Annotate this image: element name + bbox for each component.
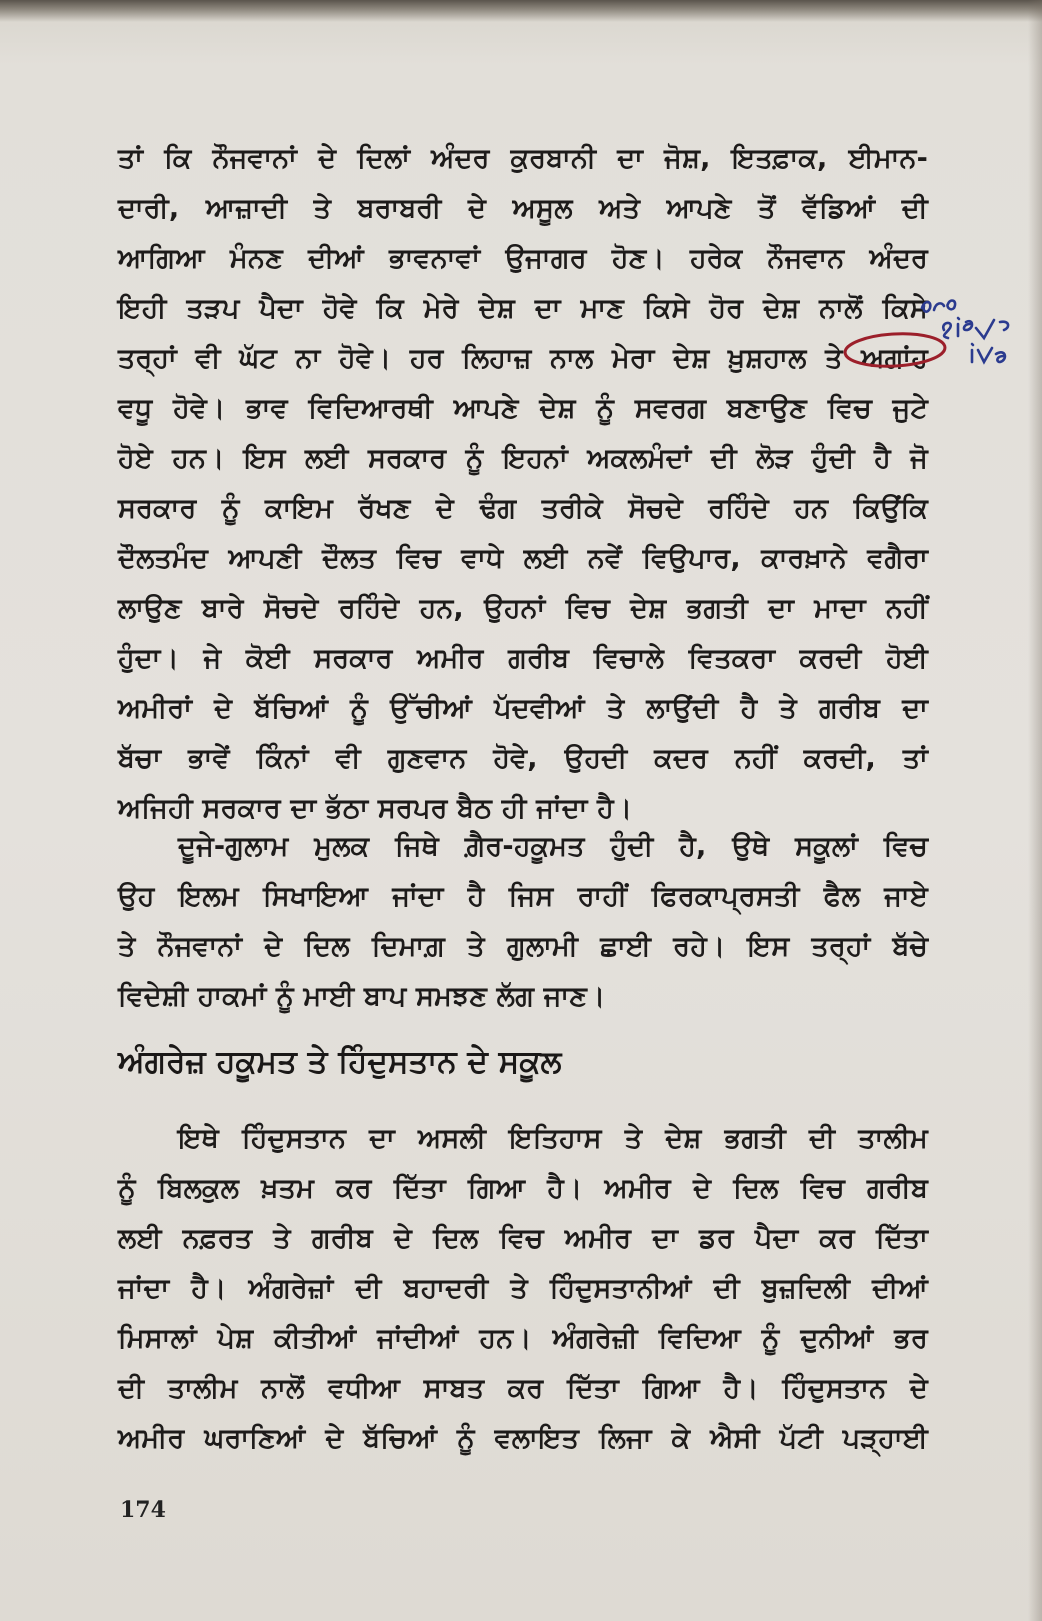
page-number: 174 — [120, 1497, 166, 1523]
text-line: ਦੌਲਤਮੰਦ ਆਪਣੀ ਦੌਲਤ ਵਿਚ ਵਾਧੇ ਲਈ ਨਵੇਂ ਵਿਉਪਾਰ, ਕਾਰਖ਼ਾਨੇ ਵਗੈਰਾ — [118, 543, 928, 574]
text-line: ਵਿਦੇਸ਼ੀ ਹਾਕਮਾਂ ਨੂੰ ਮਾਈ ਬਾਪ ਸਮਝਣ ਲੱਗ ਜਾਣ। — [118, 981, 606, 1012]
text-line: ਹੋਏ ਹਨ। ਇਸ ਲਈ ਸਰਕਾਰ ਨੂੰ ਇਹਨਾਂ ਅਕਲਮੰਦਾਂ ਦੀ ਲੋੜ ਹੁੰਦੀ ਹੈ ਜੋ — [118, 443, 928, 474]
text-line: ਦੀ ਤਾਲੀਮ ਨਾਲੋਂ ਵਧੀਆ ਸਾਬਤ ਕਰ ਦਿੱਤਾ ਗਿਆ ਹੈ। ਹਿੰਦੁਸਤਾਨ ਦੇ — [118, 1373, 928, 1404]
text-line: ਬੱਚਾ ਭਾਵੇਂ ਕਿੰਨਾਂ ਵੀ ਗੁਣਵਾਨ ਹੋਵੇ, ਉਹਦੀ ਕਦਰ ਨਹੀਂ ਕਰਦੀ, ਤਾਂ — [118, 743, 928, 774]
text-line: ਅਜਿਹੀ ਸਰਕਾਰ ਦਾ ਭੱਠਾ ਸਰਪਰ ਬੈਠ ਹੀ ਜਾਂਦਾ ਹੈ। — [118, 793, 633, 824]
text-line: ਵਧੂ ਹੋਵੇ। ਭਾਵ ਵਿਦਿਆਰਥੀ ਆਪਣੇ ਦੇਸ਼ ਨੂੰ ਸਵਰਗ ਬਣਾਉਣ ਵਿਚ ਜੁਟੇ — [118, 393, 928, 424]
text-line: ਜਾਂਦਾ ਹੈ। ਅੰਗਰੇਜ਼ਾਂ ਦੀ ਬਹਾਦਰੀ ਤੇ ਹਿੰਦੁਸਤਾਨੀਆਂ ਦੀ ਬੁਜ਼ਦਿਲੀ ਦੀਆਂ — [118, 1273, 928, 1304]
text-line: ਹੁੰਦਾ। ਜੇ ਕੋਈ ਸਰਕਾਰ ਅਮੀਰ ਗਰੀਬ ਵਿਚਾਲੇ ਵਿਤਕਰਾ ਕਰਦੀ ਹੋਈ — [118, 643, 928, 674]
paragraph-3 — [118, 1114, 928, 1464]
text-line: ਇਥੇ ਹਿੰਦੁਸਤਾਨ ਦਾ ਅਸਲੀ ਇਤਿਹਾਸ ਤੇ ਦੇਸ਼ ਭਗਤੀ ਦੀ ਤਾਲੀਮ — [178, 1123, 928, 1154]
handwritten-note — [914, 278, 1024, 368]
section-heading: ਅੰਗਰੇਜ਼ ਹਕੂਮਤ ਤੇ ਹਿੰਦੁਸਤਾਨ ਦੇ ਸਕੂਲ — [118, 1044, 562, 1080]
page-right-edge-shadow — [1028, 0, 1042, 1621]
text-line: ਦਾਰੀ, ਆਜ਼ਾਦੀ ਤੇ ਬਰਾਬਰੀ ਦੇ ਅਸੂਲ ਅਤੇ ਆਪਣੇ ਤੋਂ ਵੱਡਿਆਂ ਦੀ — [118, 193, 928, 224]
text-line: ਆਗਿਆ ਮੰਨਣ ਦੀਆਂ ਭਾਵਨਾਵਾਂ ਉਜਾਗਰ ਹੋਣ। ਹਰੇਕ ਨੌਜਵਾਨ ਅੰਦਰ — [118, 243, 928, 274]
text-line: ਨੂੰ ਬਿਲਕੁਲ ਖ਼ਤਮ ਕਰ ਦਿੱਤਾ ਗਿਆ ਹੈ। ਅਮੀਰ ਦੇ ਦਿਲ ਵਿਚ ਗਰੀਬ — [118, 1173, 928, 1204]
text-line: ਅਮੀਰਾਂ ਦੇ ਬੱਚਿਆਂ ਨੂੰ ਉੱਚੀਆਂ ਪੱਦਵੀਆਂ ਤੇ ਲਾਉਂਦੀ ਹੈ ਤੇ ਗਰੀਬ ਦਾ — [118, 693, 928, 724]
text-line: ਤਰ੍ਹਾਂ ਵੀ ਘੱਟ ਨਾ ਹੋਵੇ। ਹਰ ਲਿਹਾਜ਼ ਨਾਲ ਮੇਰਾ ਦੇਸ਼ ਖ਼ੁਸ਼ਹਾਲ ਤੇ ਅਗਾਂਹ — [118, 343, 928, 374]
text-line: ਉਹ ਇਲਮ ਸਿਖਾਇਆ ਜਾਂਦਾ ਹੈ ਜਿਸ ਰਾਹੀਂ ਫਿਰਕਾਪ੍ਰਸਤੀ ਫੈਲ ਜਾਏ — [118, 881, 928, 912]
page-top-shadow — [0, 0, 1042, 22]
paragraph-2 — [118, 822, 928, 1022]
paragraph-1 — [118, 134, 928, 834]
text-line: ਤੇ ਨੌਜਵਾਨਾਂ ਦੇ ਦਿਲ ਦਿਮਾਗ਼ ਤੇ ਗੁਲਾਮੀ ਛਾਈ ਰਹੇ। ਇਸ ਤਰ੍ਹਾਂ ਬੱਚੇ — [118, 931, 928, 962]
text-line: ਦੂਜੇ-ਗੁਲਾਮ ਮੁਲਕ ਜਿਥੇ ਗ਼ੈਰ-ਹਕੂਮਤ ਹੁੰਦੀ ਹੈ, ਉਥੇ ਸਕੂਲਾਂ ਵਿਚ — [178, 831, 928, 862]
text-line: ਲਾਉਣ ਬਾਰੇ ਸੋਚਦੇ ਰਹਿੰਦੇ ਹਨ, ਉਹਨਾਂ ਵਿਚ ਦੇਸ਼ ਭਗਤੀ ਦਾ ਮਾਦਾ ਨਹੀਂ — [118, 593, 928, 624]
text-line: ਸਰਕਾਰ ਨੂੰ ਕਾਇਮ ਰੱਖਣ ਦੇ ਢੰਗ ਤਰੀਕੇ ਸੋਚਦੇ ਰਹਿੰਦੇ ਹਨ ਕਿਉਂਕਿ — [118, 493, 928, 524]
text-line: ਅਮੀਰ ਘਰਾਣਿਆਂ ਦੇ ਬੱਚਿਆਂ ਨੂੰ ਵਲਾਇਤ ਲਿਜਾ ਕੇ ਐਸੀ ਪੱਟੀ ਪੜ੍ਹਾਈ — [118, 1423, 928, 1454]
text-line: ਮਿਸਾਲਾਂ ਪੇਸ਼ ਕੀਤੀਆਂ ਜਾਂਦੀਆਂ ਹਨ। ਅੰਗਰੇਜ਼ੀ ਵਿਦਿਆ ਨੂੰ ਦੁਨੀਆਂ ਭਰ — [118, 1323, 928, 1354]
text-line: ਇਹੀ ਤੜਪ ਪੈਦਾ ਹੋਵੇ ਕਿ ਮੇਰੇ ਦੇਸ਼ ਦਾ ਮਾਣ ਕਿਸੇ ਹੋਰ ਦੇਸ਼ ਨਾਲੋਂ ਕਿਸੇ — [118, 293, 928, 324]
text-line: ਤਾਂ ਕਿ ਨੌਜਵਾਨਾਂ ਦੇ ਦਿਲਾਂ ਅੰਦਰ ਕੁਰਬਾਨੀ ਦਾ ਜੋਸ਼, ਇਤਫ਼ਾਕ, ਈਮਾਨ- — [118, 143, 928, 174]
text-line: ਲਈ ਨਫ਼ਰਤ ਤੇ ਗਰੀਬ ਦੇ ਦਿਲ ਵਿਚ ਅਮੀਰ ਦਾ ਡਰ ਪੈਦਾ ਕਰ ਦਿੱਤਾ — [118, 1223, 928, 1254]
